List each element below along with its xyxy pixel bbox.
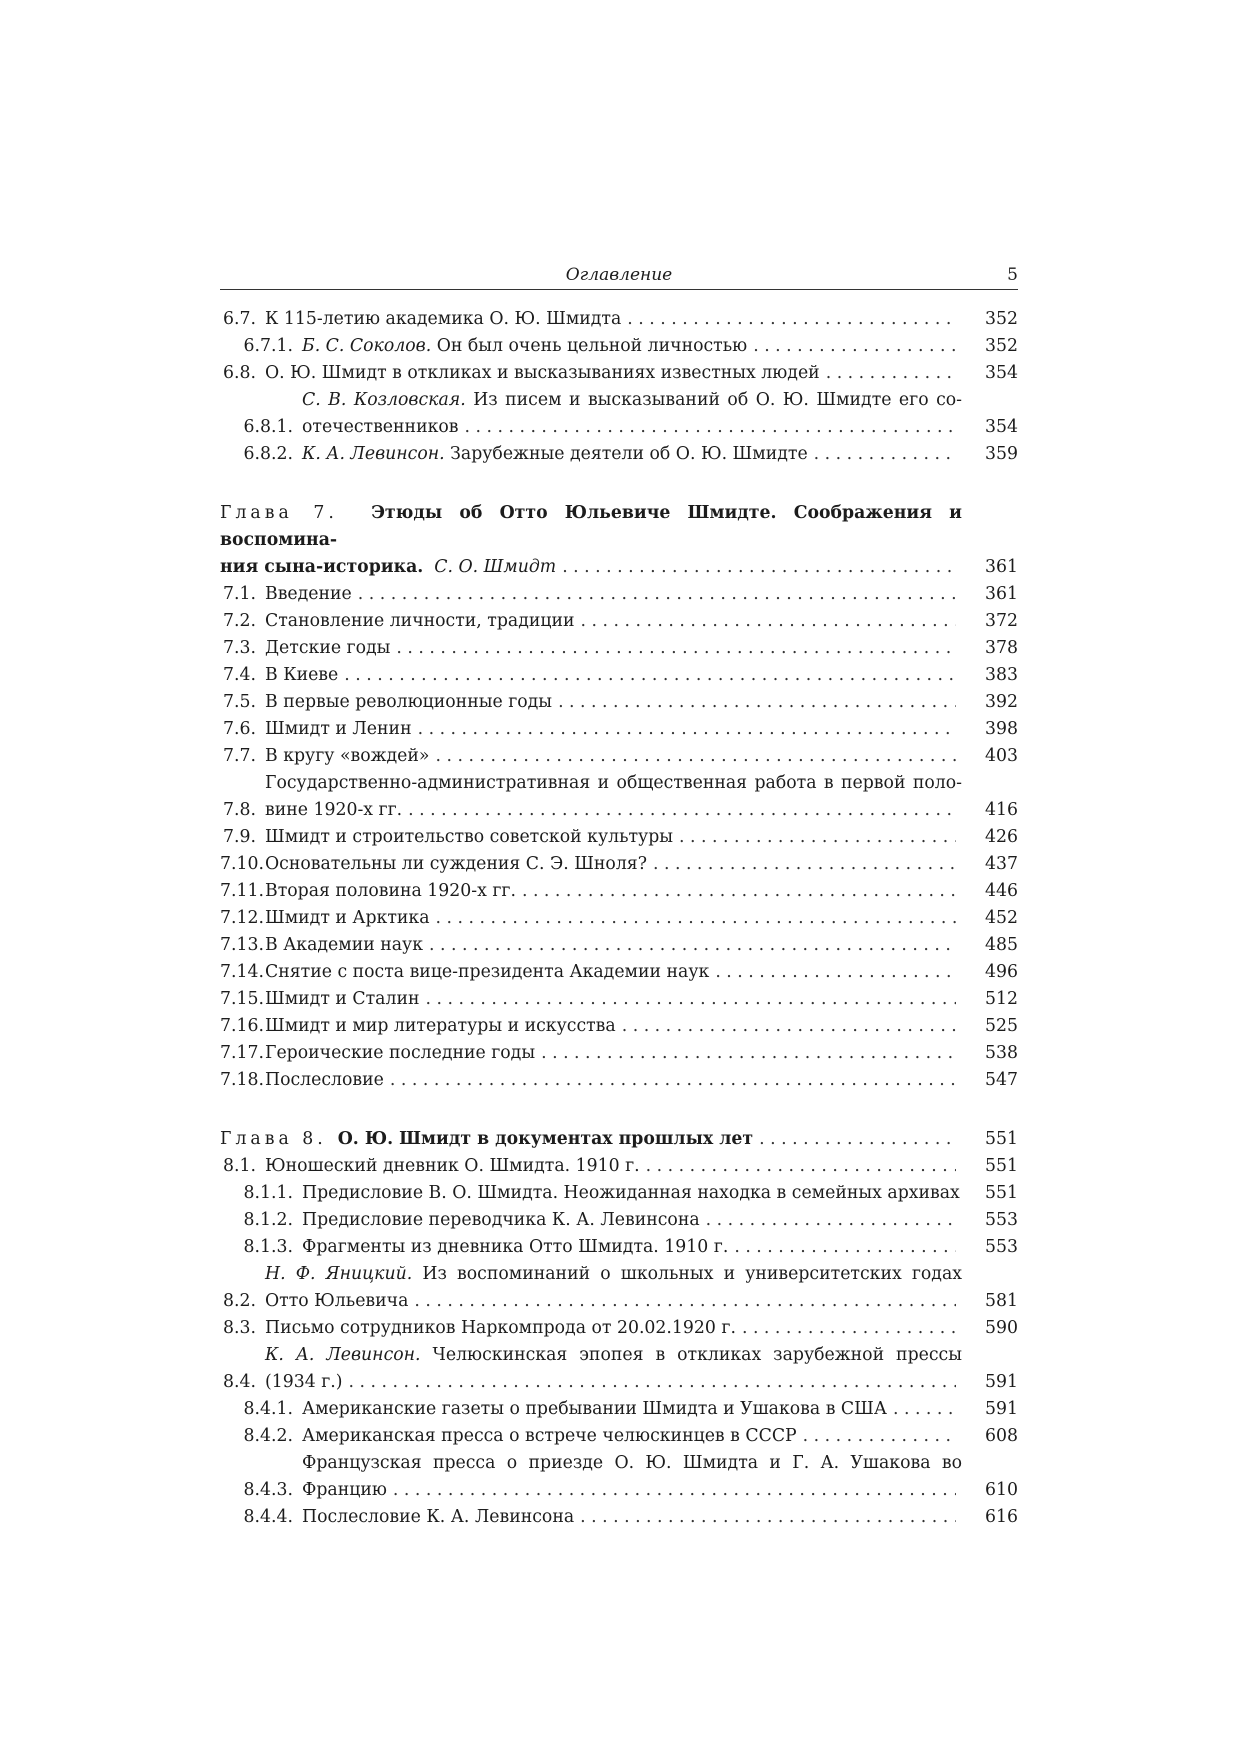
toc-entry <box>220 716 1018 743</box>
toc-entry-title: Вторая половина 1920-х гг. <box>265 881 516 901</box>
toc-entry <box>220 905 1018 932</box>
toc-entry-page: 392 <box>985 692 1018 712</box>
toc-entry-page: 403 <box>985 746 1018 766</box>
toc-entry-title: Становление личности, традиции <box>265 611 575 631</box>
toc-entry <box>220 878 1018 905</box>
toc-entry-title: Государственно-административная и общественная работа в первой поло- <box>265 773 962 793</box>
toc-entry-author: Н. Ф. Яницкий. <box>265 1264 413 1284</box>
toc-entry-title: Зарубежные деятели об О. Ю. Шмидте <box>450 444 808 464</box>
toc-entry-title: В кругу «вождей» <box>265 746 430 766</box>
dot-leader <box>436 743 956 770</box>
toc-entry <box>220 608 1018 635</box>
toc-entry-page: 610 <box>985 1480 1018 1500</box>
toc-entry-number: 6.8. <box>223 363 256 383</box>
toc-entry-author: К. А. Левинсон. <box>302 444 445 464</box>
dot-leader <box>465 414 956 441</box>
toc-entry-number: 7.15. <box>220 989 264 1009</box>
toc-entry <box>220 1207 1018 1234</box>
toc-entry-number: 7.16. <box>220 1016 264 1036</box>
toc-entry-page: 553 <box>985 1237 1018 1257</box>
toc-entry-page: 547 <box>985 1070 1018 1090</box>
toc-block-chapter-8 <box>220 1153 1018 1531</box>
toc-entry-title: Американская пресса о встрече челюскинцев в СССР <box>302 1426 797 1446</box>
toc-entry <box>220 441 1018 468</box>
dot-leader <box>414 1288 956 1315</box>
toc-entry-number: 7.17. <box>220 1043 264 1063</box>
toc-entry <box>220 333 1018 360</box>
toc-entry-page: 354 <box>985 363 1018 383</box>
toc-entry <box>220 1013 1018 1040</box>
chapter-7-page: 361 <box>985 557 1018 577</box>
toc-entry-number: 6.8.1. <box>243 417 293 437</box>
toc-entry-number: 8.1. <box>223 1156 256 1176</box>
toc-entry-number: 8.4.1. <box>243 1399 293 1419</box>
dot-leader <box>742 1315 956 1342</box>
toc-entry-number: 8.1.1. <box>243 1183 293 1203</box>
toc-entry <box>220 1040 1018 1067</box>
toc-entry-title: Шмидт и Арктика <box>265 908 430 928</box>
toc-entry-number: 7.2. <box>223 611 256 631</box>
toc-entry-number: 6.7.1. <box>243 336 293 356</box>
dot-leader <box>622 1013 956 1040</box>
toc-entry <box>220 959 1018 986</box>
toc-entry <box>220 387 1018 441</box>
page-number: 5 <box>1007 265 1018 285</box>
toc-entry-title: Он был очень цельной личностью <box>436 336 748 356</box>
chapter-7-title-line2: ния сына-историка. <box>220 557 424 577</box>
toc-entry <box>220 306 1018 333</box>
toc-entry-title: Письмо сотрудников Наркомпрода от 20.02.1920 г. <box>265 1318 736 1338</box>
toc-entry-title: В Академии наук <box>265 935 424 955</box>
toc-entry <box>220 1396 1018 1423</box>
toc-entry-title: Шмидт и Сталин <box>265 989 420 1009</box>
dot-leader <box>627 306 956 333</box>
toc-entry-page: 352 <box>985 336 1018 356</box>
toc-entry-page: 525 <box>985 1016 1018 1036</box>
dot-leader <box>522 878 956 905</box>
toc-entry-page: 398 <box>985 719 1018 739</box>
toc-entry <box>220 824 1018 851</box>
toc-entry-page: 361 <box>985 584 1018 604</box>
toc-entry-number: 8.1.2. <box>243 1210 293 1230</box>
toc-entry-title: Снятие с поста вице-президента Академии наук <box>265 962 710 982</box>
dot-leader <box>429 932 956 959</box>
toc-entry <box>220 1180 1018 1207</box>
chapter-8-word: Глава 8. <box>220 1129 327 1149</box>
running-head-title: Оглавление <box>565 265 673 285</box>
toc-block-chapter-7 <box>220 581 1018 1094</box>
toc-entry-page: 354 <box>985 417 1018 437</box>
toc-entry-page: 551 <box>985 1183 1018 1203</box>
toc-entry-number: 7.9. <box>223 827 256 847</box>
toc-entry-page: 608 <box>985 1426 1018 1446</box>
toc-entry-title: Шмидт и Ленин <box>265 719 412 739</box>
dot-leader <box>581 608 956 635</box>
toc-entry-title: Послесловие <box>265 1070 384 1090</box>
toc-entry <box>220 635 1018 662</box>
toc-entry <box>220 360 1018 387</box>
toc-entry <box>220 1234 1018 1261</box>
dot-leader <box>706 1207 956 1234</box>
toc-entry-page: 446 <box>985 881 1018 901</box>
toc-entry-title: Шмидт и строительство советской культуры <box>265 827 674 847</box>
dot-leader <box>396 635 956 662</box>
toc-entry-number: 7.12. <box>220 908 264 928</box>
dot-leader <box>814 441 956 468</box>
toc-entry-title: Отто Юльевича <box>265 1291 409 1311</box>
toc-entry-number: 8.4.4. <box>243 1507 293 1527</box>
toc-entry-number: 8.2. <box>223 1291 256 1311</box>
dot-leader <box>390 1067 956 1094</box>
toc-entry-number: 7.10. <box>220 854 264 874</box>
toc-entry-title: Фрагменты из дневника Отто Шмидта. 1910 г. <box>302 1237 729 1257</box>
dot-leader <box>826 360 956 387</box>
toc-entry-page: 551 <box>985 1156 1018 1176</box>
toc-entry-number: 8.1.3. <box>243 1237 293 1257</box>
toc-chapter-8 <box>220 1126 1018 1153</box>
toc-entry <box>220 1342 1018 1396</box>
toc-entry-page: 452 <box>985 908 1018 928</box>
toc-entry-title: Предисловие переводчика К. А. Левинсона <box>302 1210 700 1230</box>
toc-entry-page: 437 <box>985 854 1018 874</box>
toc-entry <box>220 851 1018 878</box>
toc-chapter-7 <box>220 500 1018 581</box>
toc-page <box>220 265 1018 1531</box>
toc-entry-number: 7.13. <box>220 935 264 955</box>
toc-entry-title: О. Ю. Шмидт в откликах и высказываниях известных людей <box>265 363 820 383</box>
toc-block-chapter-6 <box>220 306 1018 468</box>
toc-entry-number: 8.4.3. <box>243 1480 293 1500</box>
toc-entry-page: 616 <box>985 1507 1018 1527</box>
dot-leader <box>759 1126 956 1153</box>
toc-entry-number: 7.11. <box>220 881 264 901</box>
toc-entry <box>220 1315 1018 1342</box>
toc-entry <box>220 1504 1018 1531</box>
toc-entry <box>220 1153 1018 1180</box>
toc-entry <box>220 986 1018 1013</box>
chapter-8-page: 551 <box>985 1129 1018 1149</box>
dot-leader <box>393 1477 956 1504</box>
toc-entry <box>220 689 1018 716</box>
dot-leader <box>580 1504 956 1531</box>
toc-entry-number: 7.5. <box>223 692 256 712</box>
dot-leader <box>358 581 956 608</box>
toc-entry-number: 7.7. <box>223 746 256 766</box>
toc-entry-page: 553 <box>985 1210 1018 1230</box>
toc-entry-author: Б. С. Соколов. <box>302 336 432 356</box>
toc-entry-author: К. А. Левинсон. <box>265 1345 421 1365</box>
dot-leader <box>541 1040 956 1067</box>
toc-entry-page: 581 <box>985 1291 1018 1311</box>
toc-entry-number: 8.4. <box>223 1372 256 1392</box>
toc-entry-page: 383 <box>985 665 1018 685</box>
toc-entry-page: 378 <box>985 638 1018 658</box>
toc-entry-number: 7.18. <box>220 1070 264 1090</box>
toc-entry-page: 512 <box>985 989 1018 1009</box>
dot-leader <box>893 1396 956 1423</box>
toc-entry-page: 485 <box>985 935 1018 955</box>
toc-entry-title: В Киеве <box>265 665 339 685</box>
toc-entry <box>220 1450 1018 1504</box>
table-of-contents <box>220 306 1018 1531</box>
toc-entry-title: Послесловие К. А. Левинсона <box>302 1507 575 1527</box>
toc-entry <box>220 1423 1018 1450</box>
toc-entry-title: Основательны ли суждения С. Э. Шноля? <box>265 854 647 874</box>
dot-leader <box>715 959 956 986</box>
toc-entry <box>220 662 1018 689</box>
toc-entry-title: Предисловие В. О. Шмидта. Неожиданная находка в семейных архивах <box>302 1183 960 1203</box>
toc-entry-title: Юношеский дневник О. Шмидта. 1910 г. <box>265 1156 640 1176</box>
toc-entry-title: Французская пресса о приезде О. Ю. Шмидта и Г. А. Ушакова во <box>302 1453 962 1473</box>
toc-entry-title: (1934 г.) <box>265 1372 343 1392</box>
dot-leader <box>408 797 956 824</box>
toc-entry-page: 591 <box>985 1399 1018 1419</box>
chapter-7-author: С. О. Шмидт <box>434 557 557 577</box>
toc-entry-number: 7.6. <box>223 719 256 739</box>
toc-entry <box>220 1067 1018 1094</box>
dot-leader <box>426 986 957 1013</box>
toc-entry-number: 6.8.2. <box>243 444 293 464</box>
toc-entry-number: 7.1. <box>223 584 256 604</box>
toc-entry-title: отечественников <box>302 417 459 437</box>
toc-entry <box>220 770 1018 824</box>
toc-entry-title: Францию <box>302 1480 387 1500</box>
toc-entry-page: 352 <box>985 309 1018 329</box>
dot-leader <box>734 1234 956 1261</box>
toc-entry-number: 7.4. <box>223 665 256 685</box>
toc-entry-title: Из воспоминаний о школьных и университетских годах <box>422 1264 962 1284</box>
dot-leader <box>344 662 956 689</box>
toc-entry-page: 359 <box>985 444 1018 464</box>
toc-entry-number: 7.14. <box>220 962 264 982</box>
toc-entry-title: Детские годы <box>265 638 391 658</box>
toc-entry-author: С. В. Козловская. <box>302 390 466 410</box>
dot-leader <box>349 1369 956 1396</box>
toc-entry <box>220 932 1018 959</box>
toc-entry-number: 8.4.2. <box>243 1426 293 1446</box>
toc-entry-title: Шмидт и мир литературы и искусства <box>265 1016 616 1036</box>
dot-leader <box>436 905 956 932</box>
dot-leader <box>679 824 956 851</box>
toc-entry-title: Введение <box>265 584 352 604</box>
toc-entry <box>220 743 1018 770</box>
toc-entry-number: 6.7. <box>223 309 256 329</box>
toc-entry-title: Американские газеты о пребывании Шмидта и Ушакова в США <box>302 1399 887 1419</box>
toc-entry-number: 8.3. <box>223 1318 256 1338</box>
dot-leader <box>558 689 956 716</box>
dot-leader <box>418 716 956 743</box>
toc-entry <box>220 581 1018 608</box>
toc-entry-title: Из писем и высказываний об О. Ю. Шмидте его со- <box>473 390 962 410</box>
toc-entry-page: 538 <box>985 1043 1018 1063</box>
toc-entry <box>220 1261 1018 1315</box>
toc-entry-page: 590 <box>985 1318 1018 1338</box>
toc-entry-title: вине 1920-х гг. <box>265 800 403 820</box>
toc-entry-page: 426 <box>985 827 1018 847</box>
toc-entry-title: В первые революционные годы <box>265 692 553 712</box>
running-head <box>220 265 1018 290</box>
toc-entry-title: К 115-летию академика О. Ю. Шмидта <box>265 309 622 329</box>
toc-entry-title: Героические последние годы <box>265 1043 536 1063</box>
chapter-7-title-line1: Этюды об Отто Юльевиче Шмидте. Соображения и воспомина- <box>220 503 962 550</box>
dot-leader <box>646 1153 956 1180</box>
toc-entry-page: 591 <box>985 1372 1018 1392</box>
toc-entry-page: 496 <box>985 962 1018 982</box>
dot-leader <box>562 554 956 581</box>
dot-leader <box>803 1423 956 1450</box>
toc-entry-number: 7.8. <box>223 800 256 820</box>
toc-entry-title: Челюскинская эпопея в откликах зарубежной прессы <box>432 1345 962 1365</box>
toc-entry-page: 416 <box>985 800 1018 820</box>
toc-entry-page: 372 <box>985 611 1018 631</box>
dot-leader <box>653 851 956 878</box>
chapter-8-title: О. Ю. Шмидт в документах прошлых лет <box>337 1129 754 1149</box>
toc-entry-number: 7.3. <box>223 638 256 658</box>
dot-leader <box>753 333 956 360</box>
chapter-7-word: Глава 7. <box>220 503 338 523</box>
